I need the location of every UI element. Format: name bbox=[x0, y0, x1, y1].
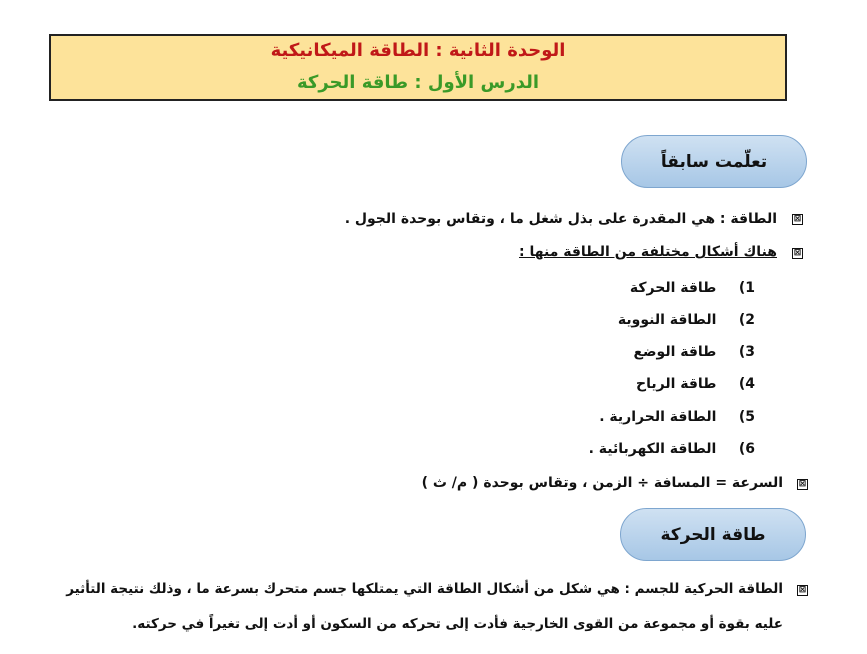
energy-form-item: 6) الطاقة الكهربائية . bbox=[588, 441, 755, 457]
energy-definition: الطاقة : هي المقدرة على بذل شغل ما ، وتقاس بوحدة الجول . bbox=[344, 211, 777, 227]
energy-form-item: 2) الطاقة النووية bbox=[617, 312, 755, 328]
checkbox-bullet-icon: ⊠ bbox=[793, 248, 802, 258]
kinetic-definition-line1: الطاقة الحركية للجسم : هي شكل من أشكال الطاقة التي يمتلكها جسم متحرك بسرعة ما ، وذلك نتيجة التأثير bbox=[66, 581, 783, 597]
speed-formula: السرعة = المسافة ÷ الزمن ، وتقاس بوحدة ( م/ ث ) bbox=[421, 475, 783, 491]
energy-form-item: 1) طاقة الحركة bbox=[629, 280, 755, 296]
energy-form-item: 4) طاقة الرياح bbox=[636, 376, 755, 392]
checkbox-bullet-icon: ⊠ bbox=[798, 479, 807, 489]
checkbox-bullet-icon: ⊠ bbox=[798, 585, 807, 595]
checkbox-bullet-icon: ⊠ bbox=[793, 214, 802, 224]
lesson-title: الدرس الأول : طاقة الحركة bbox=[296, 72, 540, 93]
section-heading-kinetic: طاقة الحركة bbox=[620, 508, 806, 561]
title-banner bbox=[49, 34, 787, 101]
energy-forms-intro: هناك أشكال مختلفة من الطاقة منها : bbox=[519, 244, 777, 260]
energy-form-item: 3) طاقة الوضع bbox=[633, 344, 755, 360]
kinetic-definition-line2: عليه بقوة أو مجموعة من القوى الخارجية فأدت إلى تحركه من السكون أو أدت إلى تغيراً في حركته. bbox=[132, 616, 783, 632]
energy-form-item: 5) الطاقة الحرارية . bbox=[599, 409, 755, 425]
section-heading-previous: تعلّمت سابقاً bbox=[621, 135, 807, 188]
unit-title: الوحدة الثانية : الطاقة الميكانيكية bbox=[270, 40, 566, 61]
